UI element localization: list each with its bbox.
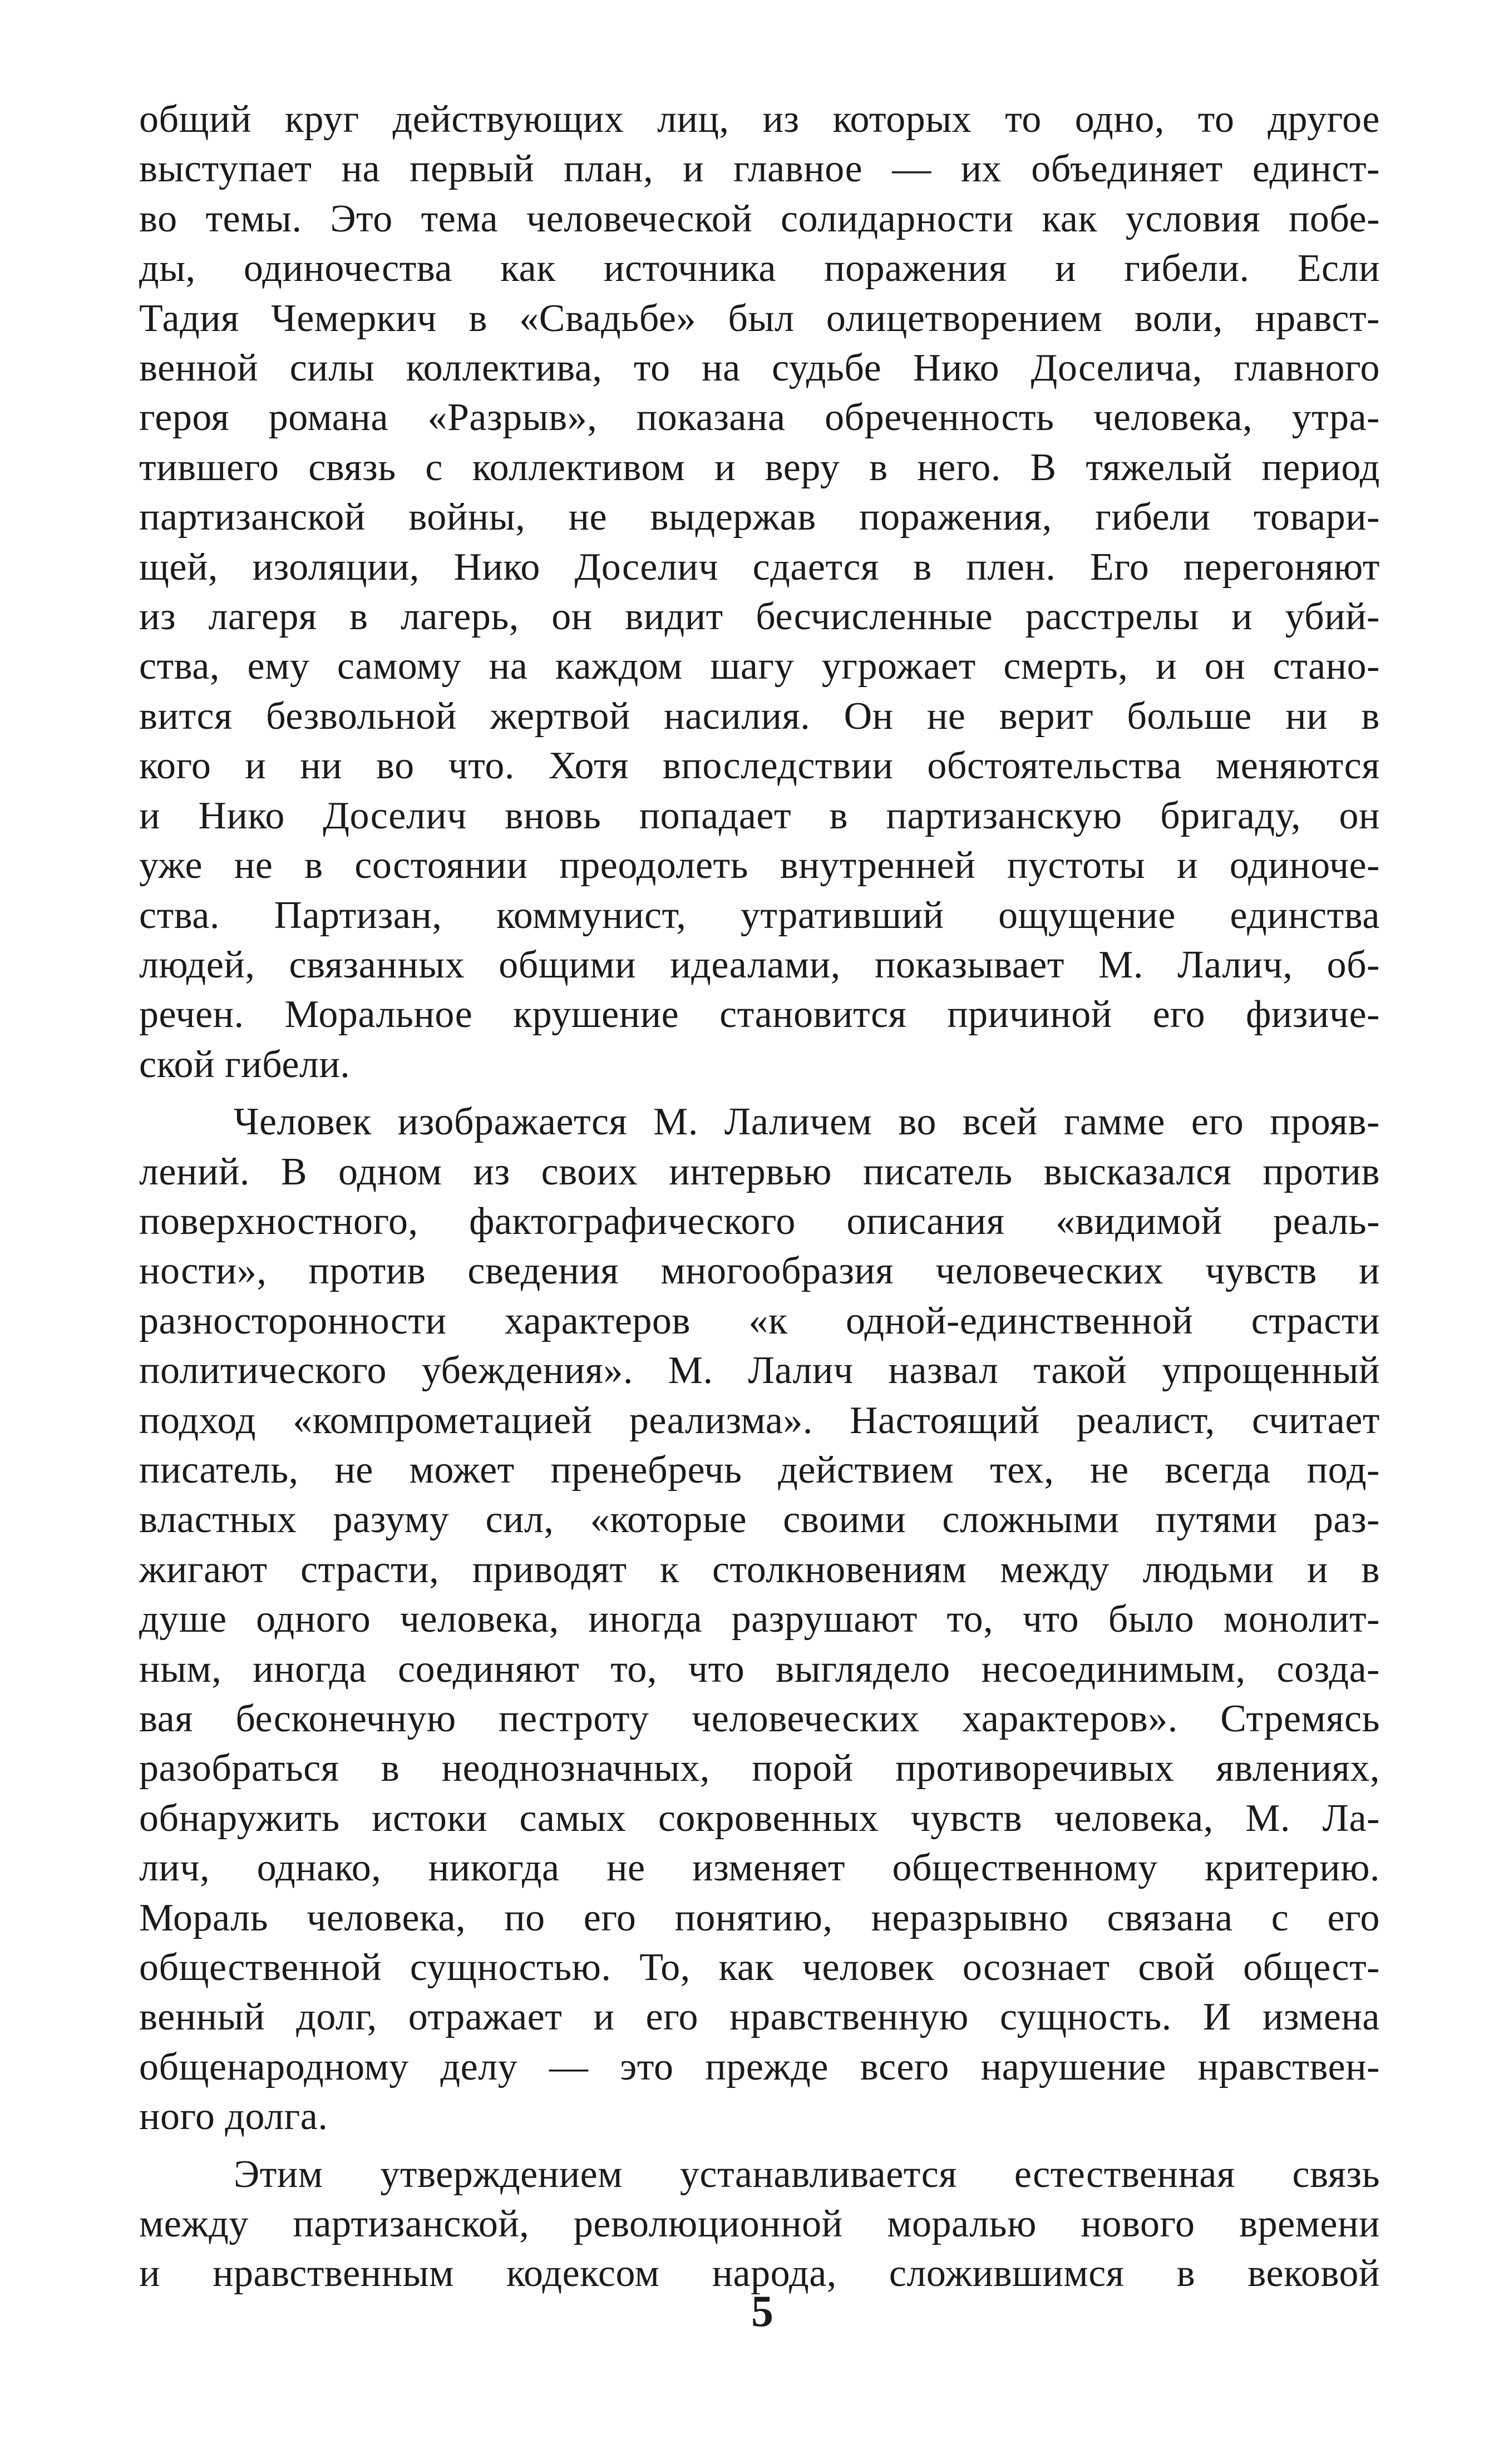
text-line: общенародному делу — это прежде всего нарушение нравствен- <box>139 2045 1380 2088</box>
text-line: вится безвольной жертвой насилия. Он не верит больше ни в <box>139 694 1380 738</box>
text-line: и Нико Доселич вновь попадает в партизанскую бригаду, он <box>139 794 1380 837</box>
text-line: Этим утверждением устанавливается естественная связь <box>234 2152 1380 2196</box>
text-line: ности», против сведения многообразия человеческих чувств и <box>139 1250 1380 1293</box>
text-line: людей, связанных общими идеалами, показывает М. Лалич, об- <box>139 943 1380 986</box>
text-line: из лагеря в лагерь, он видит бесчисленные расстрелы и убий- <box>139 595 1380 639</box>
text-line: общий круг действующих лиц, из которых то одно, то другое <box>139 98 1380 141</box>
text-line: обнаружить истоки самых сокровенных чувств человека, М. Ла- <box>139 1796 1380 1840</box>
text-line: Мораль человека, по его понятию, неразрывно связана с его <box>139 1896 1380 1939</box>
paragraph-3 <box>139 2150 1380 2299</box>
text-line: душе одного человека, иногда разрушают то, что было монолит- <box>139 1598 1380 1641</box>
text-line: Человек изображается М. Лаличем во всей гамме его прояв- <box>234 1100 1380 1144</box>
text-line: ской гибели. <box>139 1043 351 1086</box>
paragraph-1 <box>139 95 1380 1089</box>
text-line: властных разуму сил, «которые своими сложными путями раз- <box>139 1498 1380 1542</box>
text-line: во темы. Это тема человеческой солидарности как условия побе- <box>139 197 1380 240</box>
text-line: ства. Партизан, коммунист, утративший ощущение единства <box>139 893 1380 937</box>
text-line: ного долга. <box>139 2095 328 2139</box>
text-line: ды, одиночества как источника поражения и гибели. Если <box>139 247 1380 290</box>
page-number: 5 <box>751 2287 773 2336</box>
body-text <box>139 95 1380 2299</box>
text-line: ным, иногда соединяют то, что выглядело несоединимым, созда- <box>139 1647 1380 1691</box>
paragraph-spacer <box>139 1089 1380 1097</box>
text-line: подход «компрометацией реализма». Настоящий реалист, считает <box>139 1399 1380 1442</box>
text-line: выступает на первый план, и главное — их объединяет единст- <box>139 147 1380 191</box>
text-line: поверхностного, фактографического описания «видимой реаль- <box>139 1199 1380 1243</box>
text-line: жигают страсти, приводят к столкновениям между людьми и в <box>139 1548 1380 1591</box>
text-line: щей, изоляции, Нико Доселич сдается в плен. Его перегоняют <box>139 545 1380 589</box>
text-line: между партизанской, революционной моралью нового времени <box>139 2203 1380 2246</box>
text-line: тившего связь с коллективом и веру в него. В тяжелый период <box>139 446 1380 489</box>
text-line: уже не в состоянии преодолеть внутренней пустоты и одиноче- <box>139 844 1380 887</box>
text-line: героя романа «Разрыв», показана обреченность человека, утра- <box>139 396 1380 440</box>
text-line: венной силы коллектива, то на судьбе Нико Доселича, главного <box>139 347 1380 390</box>
text-line: лений. В одном из своих интервью писатель высказался против <box>139 1150 1380 1193</box>
text-line: лич, однако, никогда не изменяет общественному критерию. <box>139 1846 1380 1890</box>
text-line: кого и ни во что. Хотя впоследствии обстоятельства меняются <box>139 744 1380 788</box>
paragraph-spacer <box>139 2142 1380 2150</box>
text-line: венный долг, отражает и его нравственную сущность. И измена <box>139 1996 1380 2039</box>
text-line: разобраться в неоднозначных, порой противоречивых явлениях, <box>139 1747 1380 1790</box>
text-line: разносторонности характеров «к одной-единственной страсти <box>139 1299 1380 1342</box>
text-line: Тадия Чемеркич в «Свадьбе» был олицетворением воли, нравст- <box>139 297 1380 340</box>
text-line: вая бесконечную пестроту человеческих характеров». Стремясь <box>139 1697 1380 1740</box>
text-line: политического убеждения». М. Лалич назвал такой упрощенный <box>139 1349 1380 1393</box>
text-line: и нравственным кодексом народа, сложившимся в вековой <box>139 2252 1380 2295</box>
text-line: общественной сущностью. То, как человек осознает свой общест- <box>139 1946 1380 1989</box>
text-line: партизанской войны, не выдержав поражения, гибели товари- <box>139 496 1380 539</box>
text-line: ства, ему самому на каждом шагу угрожает смерть, и он стано- <box>139 645 1380 688</box>
paragraph-2 <box>139 1097 1380 2142</box>
text-line: писатель, не может пренебречь действием тех, не всегда под- <box>139 1448 1380 1492</box>
text-line: речен. Моральное крушение становится причиной его физиче- <box>139 993 1380 1036</box>
